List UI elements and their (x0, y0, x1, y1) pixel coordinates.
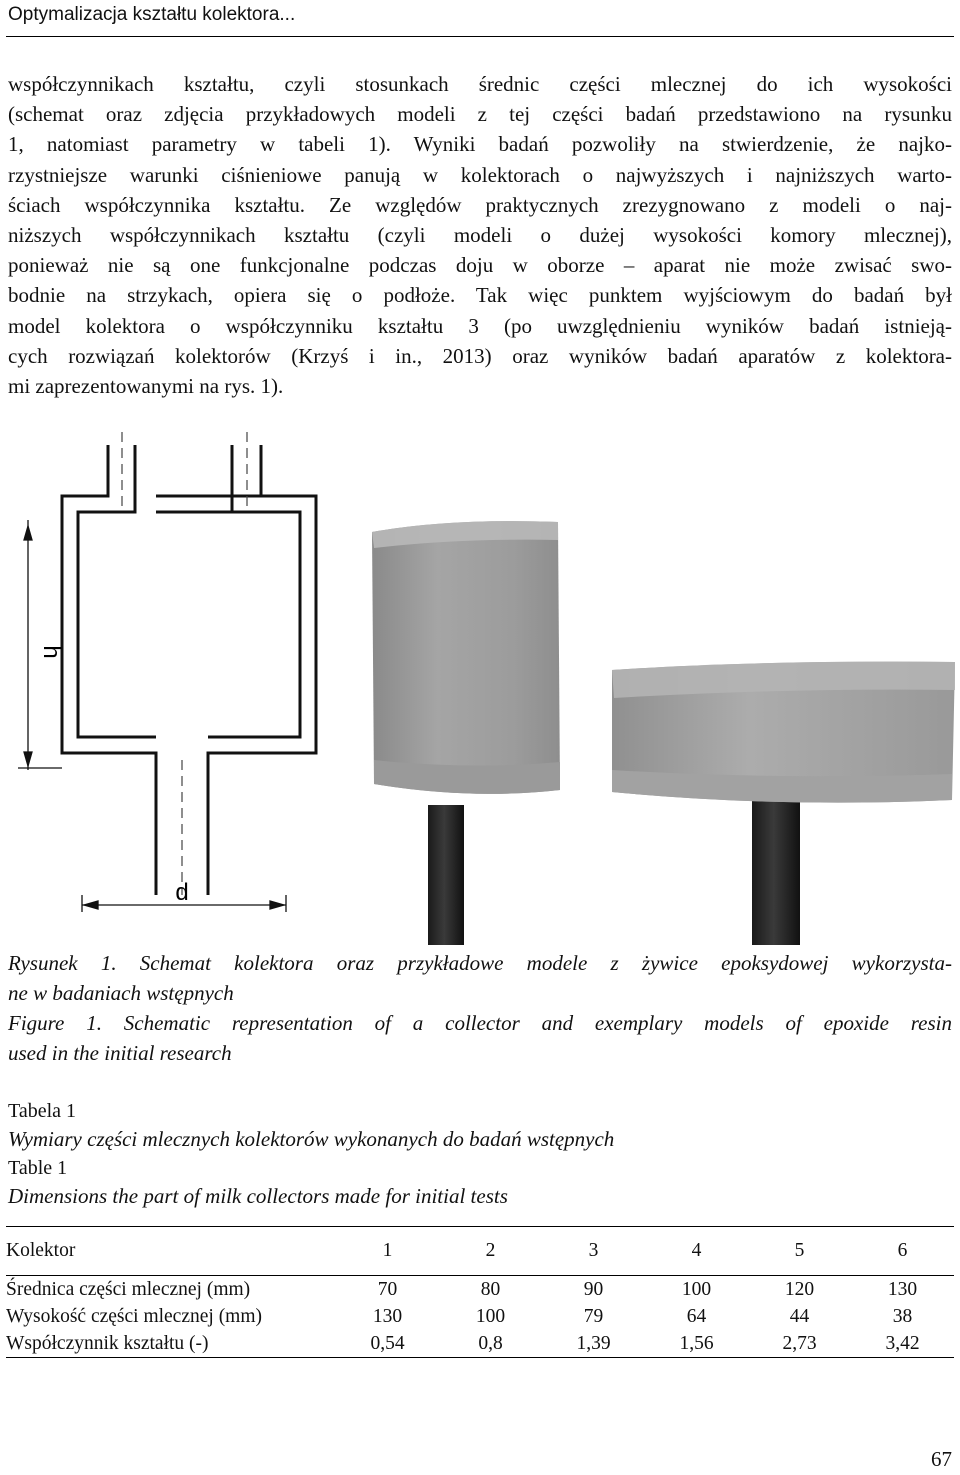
table-cell: 79 (583, 1306, 604, 1327)
table-title-en: Dimensions the part of milk collectors made for initial tests (8, 1184, 508, 1208)
table-cell: 120 (784, 1279, 815, 1300)
table-cell: 3,42 (885, 1333, 920, 1354)
header-cell: Kolektor (6, 1240, 76, 1261)
body-line: ściach współczynnika kształtu. Ze względów praktycznych zrezygnowano z modeli o naj- (8, 192, 952, 217)
table-cell: 1,39 (576, 1333, 611, 1354)
body-line: ponieważ nie są one funkcjonalne podczas doju w oborze – aparat nie może zwisać swo- (8, 253, 952, 278)
label-h: h (38, 645, 65, 659)
caption-line: Figure 1. Schematic representation of a collector and exemplary models of epoxide resin (8, 1011, 952, 1035)
caption-line: ne w badaniach wstępnych (8, 981, 234, 1005)
header-cell: 3 (588, 1240, 599, 1261)
table-title-pl: Wymiary części mlecznych kolektorów wykonanych do badań wstępnych (8, 1127, 615, 1151)
table-cell: 0,54 (370, 1333, 405, 1354)
table-cell: 2,73 (782, 1333, 817, 1354)
figure-caption-pl (8, 948, 952, 1008)
caption-line: used in the initial research (8, 1041, 232, 1065)
table-row (6, 1303, 954, 1330)
table-label-pl: Tabela 1 (8, 1100, 77, 1122)
table-cell: 100 (475, 1306, 506, 1327)
table-header-row (6, 1227, 954, 1276)
tube-photo-2 (752, 795, 800, 945)
table-cell: 80 (480, 1279, 501, 1300)
table-cell: 38 (892, 1306, 913, 1327)
body-line: rzystniejsze warunki ciśnieniowe panują w kolektorach o najwyższych i najniższych warto- (8, 162, 952, 187)
header-cell: 5 (794, 1240, 805, 1261)
figure-graphic (0, 425, 960, 945)
body-line: model kolektora o współczynniku kształtu 3 (po uwzględnieniu wyników badań istnieją- (8, 313, 952, 338)
header-rule (6, 36, 954, 37)
body-line: mi zaprezentowanymi na rys. 1). (8, 374, 284, 399)
table-cell: 70 (377, 1279, 398, 1300)
figure-caption-en (8, 1008, 952, 1068)
header-cell: 2 (485, 1240, 496, 1261)
header-cell: 1 (382, 1240, 393, 1261)
center-lines (122, 432, 247, 895)
body-line: (schemat oraz zdjęcia przykładowych modeli z tej części badań przedstawiono na rysunku (8, 102, 952, 127)
table-cell: 0,8 (478, 1333, 503, 1354)
body-line: niższych współczynnikach kształtu (czyli modeli o dużej wysokości komory mlecznej), (8, 223, 952, 248)
row-label: Współczynnik kształtu (-) (6, 1333, 209, 1354)
body-paragraph (8, 69, 952, 401)
row-label: Średnica części mlecznej (mm) (6, 1279, 251, 1300)
header-cell: 4 (691, 1240, 702, 1261)
table-cell: 90 (583, 1279, 604, 1300)
row-label: Wysokość części mlecznej (mm) (6, 1306, 263, 1327)
header-cell: 6 (897, 1240, 908, 1261)
dimensions-table (6, 1226, 954, 1358)
body-line: współczynnikach kształtu, czyli stosunkach średnic części mlecznej do ich wysokości (8, 72, 952, 96)
table-cell: 1,56 (679, 1333, 714, 1354)
caption-line: Rysunek 1. Schemat kolektora oraz przykładowe modele z żywice epoksydowej wykorzysta- (8, 951, 952, 975)
table-row (6, 1276, 954, 1304)
resin-model-photo-tall (372, 521, 560, 945)
resin-model-photo-low (612, 662, 955, 945)
table-cell: 64 (686, 1306, 707, 1327)
tube-photo-1 (428, 805, 464, 945)
table-cell: 100 (681, 1279, 712, 1300)
body-line: 1, natomiast parametry w tabeli 1). Wyniki badań pozwoliły na stwierdzenie, że najko- (8, 132, 952, 157)
body-line: bodnie na strzykach, opiera się o podłoże. Tak więc punktem wyjściowym do badań był (8, 283, 952, 308)
running-header: Optymalizacja kształtu kolektora... (8, 4, 296, 25)
figure-1 (0, 425, 960, 945)
table-cell: 130 (887, 1279, 918, 1300)
table-label-en: Table 1 (8, 1157, 68, 1179)
body-line: cych rozwiązań kolektorów (Krzyś i in., 2013) oraz wyników badań aparatów z kolektora- (8, 343, 952, 368)
table-cell: 130 (372, 1306, 403, 1327)
table-cell: 44 (789, 1306, 810, 1327)
label-d: d (175, 879, 189, 906)
page-number: 67 (931, 1447, 952, 1471)
table-row (6, 1330, 954, 1358)
collector-schematic (62, 445, 316, 895)
resin-cylinder-1 (372, 521, 560, 794)
